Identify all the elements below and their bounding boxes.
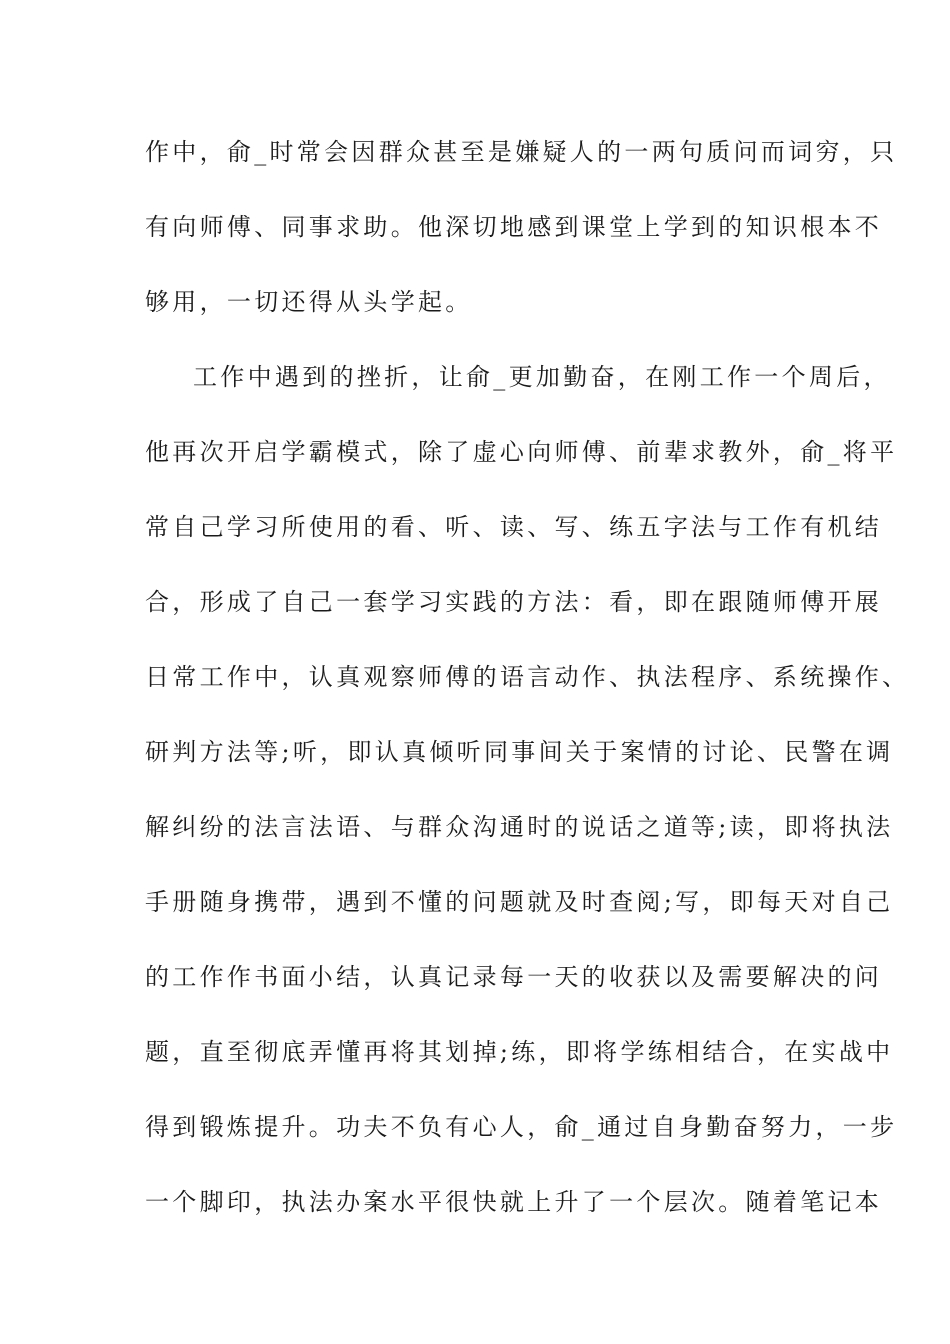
- text-line: 有向师傅、同事求助。他深切地感到课堂上学到的知识根本不: [145, 213, 883, 241]
- text-line: 够用，一切还得从头学起。: [145, 288, 473, 316]
- text-line: 解纠纷的法言法语、与群众沟通时的说话之道等;读，即将执法: [145, 813, 894, 841]
- text-line: 一个脚印，执法办案水平很快就上升了一个层次。随着笔记本: [145, 1188, 883, 1216]
- text-line: 作中，俞_时常会因群众甚至是嫌疑人的一两句质问而词穷，只: [145, 138, 898, 166]
- paragraph-first-line: 工作中遇到的挫折，让俞_更加勤奋，在刚工作一个周后，: [193, 363, 891, 391]
- text-line: 的工作作书面小结，认真记录每一天的收获以及需要解决的问: [145, 963, 883, 991]
- text-line: 得到锻炼提升。功夫不负有心人，俞_通过自身勤奋努力，一步: [145, 1113, 898, 1141]
- text-line: 题，直至彻底弄懂再将其划掉;练，即将学练相结合，在实战中: [145, 1038, 894, 1066]
- text-line: 合，形成了自己一套学习实践的方法：看，即在跟随师傅开展: [145, 588, 883, 616]
- text-line: 手册随身携带，遇到不懂的问题就及时查阅;写，即每天对自己: [145, 888, 894, 916]
- text-line: 他再次开启学霸模式，除了虚心向师傅、前辈求教外，俞_将平: [145, 438, 898, 466]
- text-line: 常自己学习所使用的看、听、读、写、练五字法与工作有机结: [145, 513, 883, 541]
- text-line: 研判方法等;听，即认真倾听同事间关于案情的讨论、民警在调: [145, 738, 894, 766]
- text-line: 日常工作中，认真观察师傅的语言动作、执法程序、系统操作、: [145, 663, 910, 691]
